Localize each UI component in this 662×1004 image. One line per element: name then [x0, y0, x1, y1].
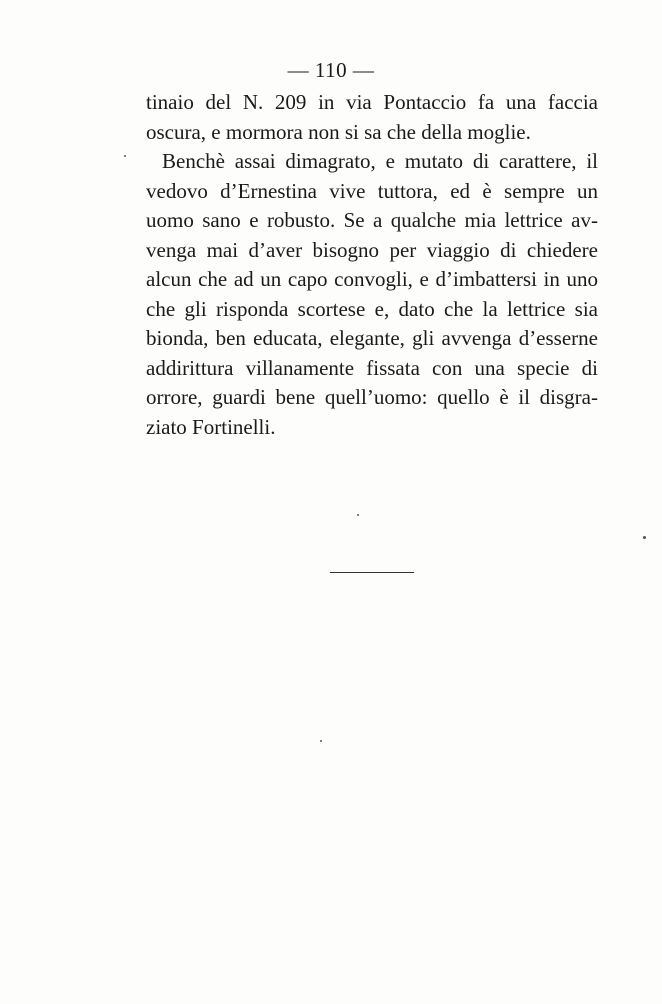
text-line: oscura, e mormora non si sa che della moglie.: [146, 119, 531, 144]
end-rule: [330, 572, 414, 573]
text-line: addirittura villanamente fissata con una specie di: [146, 355, 598, 380]
text-line: Benchè assai dimagrato, e mutato di carattere, il: [162, 149, 598, 173]
text-line: che gli risponda scortese e, dato che la lettrice sia: [146, 296, 598, 321]
text-line: uomo sano e robusto. Se a qualche mia lettrice av-: [146, 208, 598, 232]
paper-speck: [320, 740, 322, 742]
body-text: [146, 88, 598, 442]
paper-speck: [643, 536, 646, 539]
page-number: — 110 —: [287, 58, 375, 82]
paper-speck: [357, 514, 359, 516]
text-line: ziato Fortinelli.: [146, 414, 276, 439]
text-line: alcun che ad un capo convogli, e d’imbattersi in uno: [146, 267, 598, 291]
paper-speck: [124, 155, 126, 157]
text-line: tinaio del N. 209 in via Pontaccio fa una faccia: [146, 90, 598, 114]
text-line: vedovo d’Ernestina vive tuttora, ed è sempre un: [146, 178, 598, 203]
text-line: venga mai d’aver bisogno per viaggio di chiedere: [146, 237, 598, 262]
text-line: bionda, ben educata, elegante, gli avvenga d’esserne: [146, 326, 598, 350]
text-line: orrore, guardi bene quell’uomo: quello è il disgra-: [146, 385, 598, 409]
